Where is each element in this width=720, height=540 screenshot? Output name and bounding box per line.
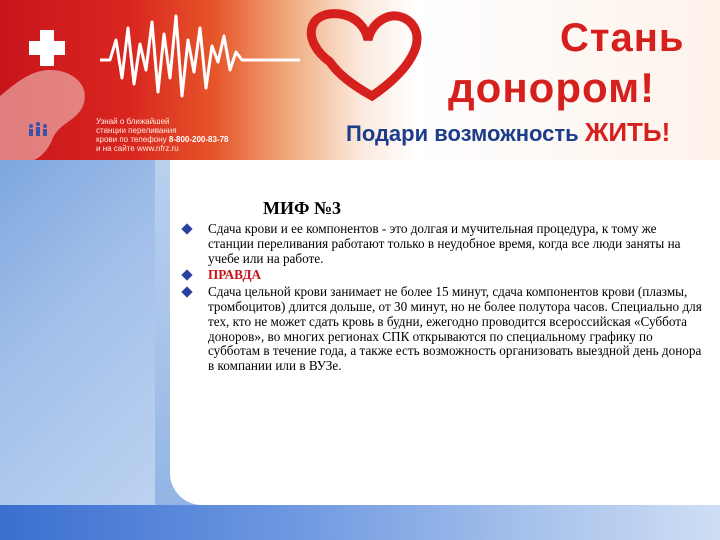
- bullet-diamond-icon: [181, 270, 192, 281]
- bullet-item-truth-heading: ПРАВДА: [183, 268, 705, 283]
- bullet-item-truth: Сдача цельной крови занимает не более 15 минут, сдача компонентов крови (плазмы, тромбоцитов) длится дольше, от 30 минут, но не более полутора часов. Специально для тех, кто не может сдать кровь в будни, ежегодно проводится всероссийская «Суббота доноров», во многих регионах СПК открываются по специальному графику по субботам в течение года, а также есть возможность организовать выездной день донора в компании или в ВУЗе.: [183, 285, 705, 374]
- donor-info-text: Узнай о ближайшей станции переливания крови по телефону 8-800-200-83-78 и на сайте www.nfrz.ru: [96, 117, 229, 153]
- left-decor-panel: [0, 160, 155, 505]
- donor-banner: [0, 0, 720, 160]
- blood-drop-figure-icon: [0, 70, 85, 160]
- heartbeat-line-icon: [100, 16, 300, 96]
- phone-number: 8-800-200-83-78: [168, 135, 229, 144]
- banner-title-line1: Стань: [560, 16, 685, 60]
- slide-title: МИФ №3: [263, 198, 342, 218]
- heart-icon: [311, 14, 417, 96]
- bottom-decor-band: [0, 505, 720, 540]
- bullet-list: [183, 222, 705, 376]
- bullet-diamond-icon: [181, 287, 192, 298]
- medical-cross-icon: [29, 30, 65, 66]
- bullet-diamond-icon: [181, 223, 192, 234]
- banner-title-line2: донором!: [448, 64, 656, 111]
- bullet-item-myth: Сдача крови и ее компонентов - это долгая и мучительная процедура, к тому же станции переливания работают только в неудобное время, когда все люди заняты на учебе или на работе.: [183, 222, 705, 266]
- banner-slogan: Подари возможность ЖИТЬ!: [346, 117, 671, 147]
